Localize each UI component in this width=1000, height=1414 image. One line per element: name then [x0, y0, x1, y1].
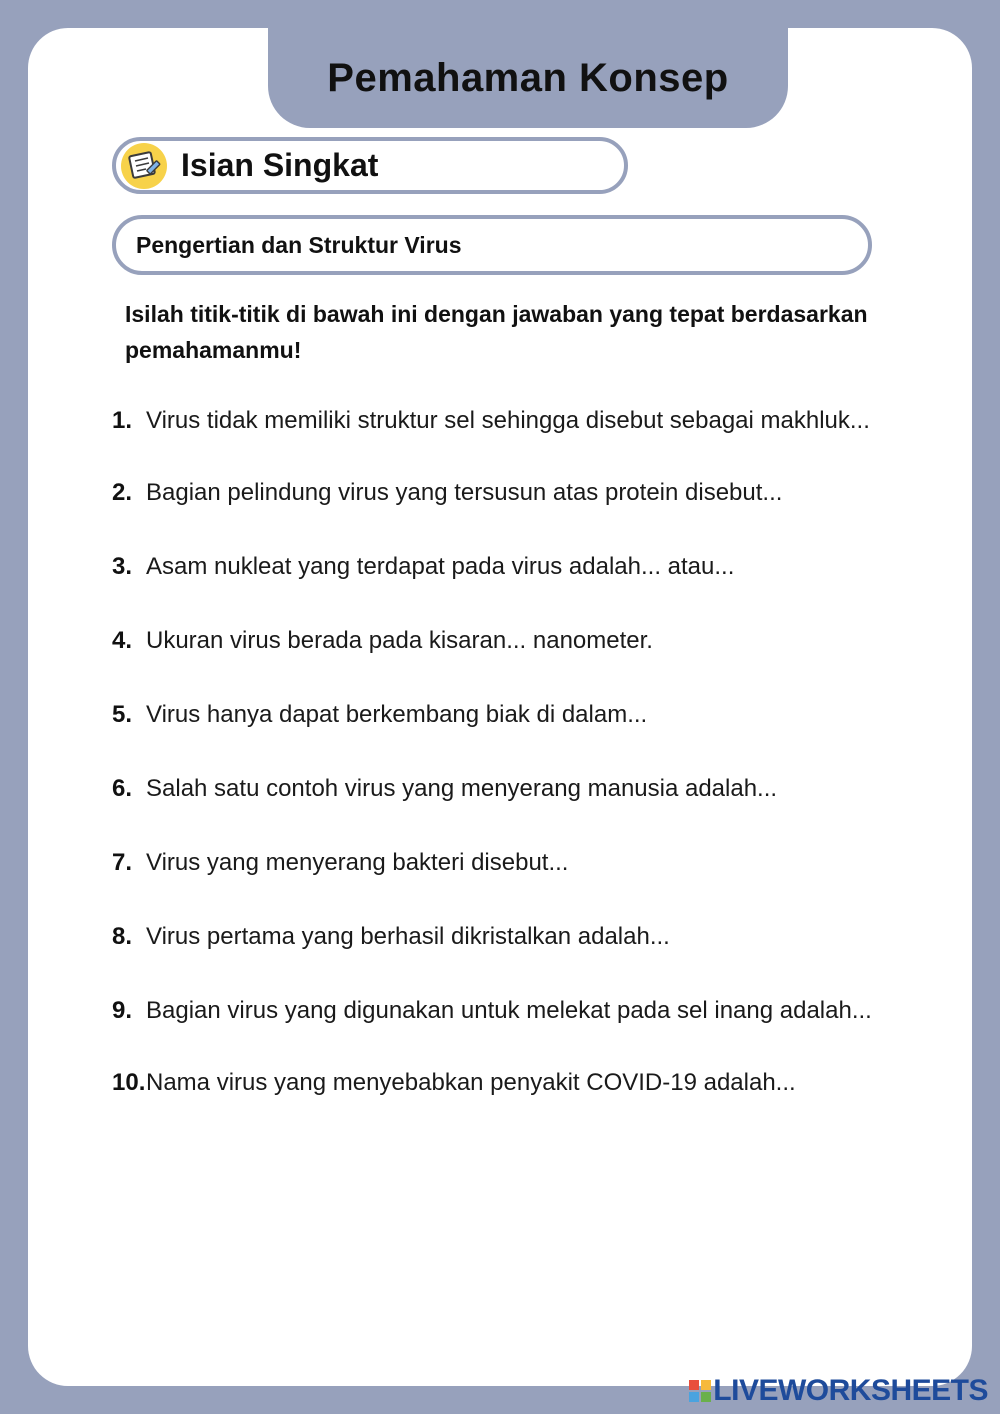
question-number: 8. [112, 923, 133, 950]
question-text: Nama virus yang menyebabkan penyakit COVID-19 adalah... [146, 1069, 796, 1096]
question-number: 10. [112, 1069, 146, 1096]
worksheet-page [28, 28, 972, 1386]
question-text: Bagian pelindung virus yang tersusun atas protein disebut... [146, 479, 783, 506]
question-list [112, 402, 912, 1136]
question-number: 1. [112, 407, 133, 434]
question-item [112, 1064, 912, 1101]
page-title: Pemahaman Konsep [327, 55, 729, 100]
question-number: 6. [112, 775, 133, 802]
question-item [112, 918, 912, 955]
topic-title: Pengertian dan Struktur Virus [136, 231, 462, 258]
question-text: Virus tidak memiliki struktur sel sehingga disebut sebagai makhluk... [146, 407, 870, 434]
question-text: Virus pertama yang berhasil dikristalkan adalah... [146, 923, 670, 950]
liveworksheets-logo-icon [689, 1380, 711, 1402]
note-pencil-icon [121, 143, 167, 189]
question-number: 3. [112, 553, 133, 580]
question-number: 9. [112, 997, 133, 1024]
question-item [112, 770, 912, 807]
question-item [112, 992, 912, 1029]
question-text: Virus yang menyerang bakteri disebut... [146, 849, 569, 876]
topic-header [112, 215, 872, 275]
question-number: 5. [112, 701, 133, 728]
brand-name: LIVEWORKSHEETS [713, 1374, 988, 1407]
question-item [112, 474, 912, 511]
question-number: 4. [112, 627, 133, 654]
question-text: Salah satu contoh virus yang menyerang manusia adalah... [146, 775, 778, 802]
instruction-text: Isilah titik-titik di bawah ini dengan jawaban yang tepat berdasarkan pemahamanmu! [125, 301, 868, 363]
question-text: Ukuran virus berada pada kisaran... nanometer. [146, 627, 653, 654]
question-item [112, 548, 912, 585]
section-title: Isian Singkat [181, 147, 379, 183]
question-text: Virus hanya dapat berkembang biak di dalam... [146, 701, 648, 728]
question-number: 2. [112, 479, 133, 506]
question-item [112, 402, 912, 439]
liveworksheets-brand[interactable] [689, 1376, 988, 1406]
question-number: 7. [112, 849, 133, 876]
question-item [112, 844, 912, 881]
question-text: Bagian virus yang digunakan untuk melekat pada sel inang adalah... [146, 997, 872, 1024]
header-tab [268, 28, 788, 128]
question-text: Asam nukleat yang terdapat pada virus adalah... atau... [146, 553, 735, 580]
question-item [112, 696, 912, 733]
question-item [112, 622, 912, 659]
section-header [112, 137, 628, 194]
